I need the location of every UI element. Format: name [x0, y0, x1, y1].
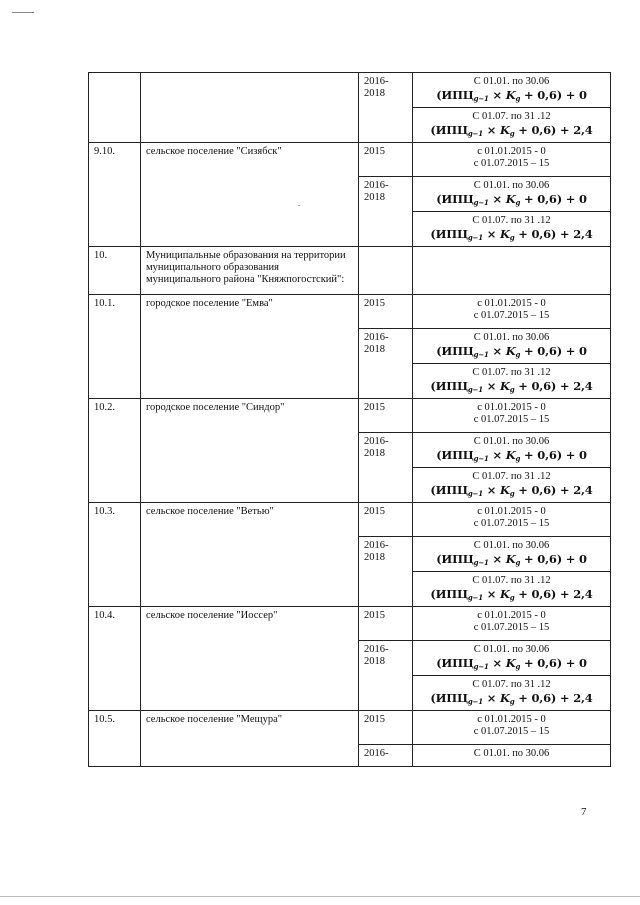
- formula-k: K: [505, 448, 516, 462]
- rate-cell: [413, 676, 611, 711]
- formula-k: K: [505, 552, 516, 566]
- formula-prefix: (ИПЦ: [436, 656, 474, 670]
- formula-plus: + 0,6) +: [514, 691, 574, 705]
- page-number: 7: [581, 806, 587, 818]
- rate-line: С 01.07. по 31 .12: [472, 471, 551, 482]
- row-number-cell: [89, 73, 141, 143]
- row-number-cell: 9.10.: [89, 143, 141, 247]
- rate-cell: [413, 108, 611, 143]
- rate-cell: [413, 503, 611, 537]
- formula-addend: 0: [579, 552, 587, 566]
- formula-k-subscript: g: [509, 697, 515, 706]
- rate-line: с 01.01.2015 - 0: [477, 402, 546, 413]
- indexation-formula: [418, 379, 605, 394]
- formula-addend: 2,4: [573, 123, 593, 137]
- period-cell: 2015: [359, 503, 413, 537]
- table-row: [89, 503, 611, 537]
- rate-cell: [413, 537, 611, 572]
- rate-cell: [413, 329, 611, 364]
- period-cell: 2015: [359, 295, 413, 329]
- formula-times: ×: [482, 227, 500, 241]
- indexation-formula: [418, 656, 605, 671]
- formula-prefix: (ИПЦ: [436, 344, 474, 358]
- formula-subscript: g−1: [473, 94, 489, 103]
- formula-prefix: (ИПЦ: [436, 552, 474, 566]
- formula-times: ×: [488, 552, 506, 566]
- formula-times: ×: [488, 192, 506, 206]
- rate-line: с 01.01.2015 - 0: [477, 610, 546, 621]
- formula-prefix: (ИПЦ: [430, 227, 468, 241]
- formula-k: K: [505, 656, 516, 670]
- row-number-cell: 10.5.: [89, 711, 141, 767]
- rate-cell: [413, 607, 611, 641]
- formula-k: K: [505, 192, 516, 206]
- formula-k-subscript: g: [515, 198, 521, 207]
- formula-subscript: g−1: [473, 198, 489, 207]
- formula-k-subscript: g: [515, 558, 521, 567]
- formula-k-subscript: g: [515, 662, 521, 671]
- formula-plus: + 0,6) +: [520, 344, 579, 358]
- formula-addend: 0: [579, 192, 587, 206]
- municipality-name-cell: городское поселение "Емва": [141, 295, 359, 399]
- formula-k: K: [499, 483, 510, 497]
- rate-cell: [413, 143, 611, 177]
- rate-line-2: с 01.07.2015 – 15: [473, 622, 550, 633]
- municipality-name-cell: [141, 73, 359, 143]
- formula-addend: 0: [579, 656, 587, 670]
- period-cell: 2015: [359, 711, 413, 745]
- municipality-name-cell: сельское поселение "Мещура": [141, 711, 359, 767]
- period-cell: 2016- 2018: [359, 329, 413, 399]
- rate-cell: [413, 468, 611, 503]
- formula-k-subscript: g: [509, 489, 515, 498]
- formula-k-subscript: g: [509, 129, 515, 138]
- period-cell: 2016-: [359, 745, 413, 767]
- rate-line: с 01.01.2015 - 0: [477, 298, 546, 309]
- rate-line-2: с 01.07.2015 – 15: [473, 518, 550, 529]
- formula-subscript: g−1: [467, 385, 483, 394]
- rate-cell: [413, 212, 611, 247]
- formula-subscript: g−1: [467, 129, 483, 138]
- period-cell: 2016- 2018: [359, 641, 413, 711]
- formula-times: ×: [488, 656, 506, 670]
- rate-line-2: с 01.07.2015 – 15: [473, 158, 550, 169]
- rate-cell: [413, 399, 611, 433]
- formula-plus: + 0,6) +: [520, 448, 579, 462]
- indexation-formula: [418, 587, 605, 602]
- formula-plus: + 0,6) +: [520, 656, 579, 670]
- formula-plus: + 0,6) +: [520, 552, 579, 566]
- rate-cell: [413, 247, 611, 295]
- formula-addend: 2,4: [573, 483, 593, 497]
- indexation-formula: [418, 123, 605, 138]
- municipality-name-cell: Муниципальные образования на территории муниципального образования муниципального района "Княжпогостский":: [141, 247, 359, 295]
- period-cell: 2016- 2018: [359, 177, 413, 247]
- municipality-name-cell: сельское поселение "Иоссер": [141, 607, 359, 711]
- formula-subscript: g−1: [467, 697, 483, 706]
- formula-addend: 2,4: [573, 587, 593, 601]
- formula-prefix: (ИПЦ: [436, 192, 474, 206]
- period-cell: 2015: [359, 143, 413, 177]
- rate-line: с 01.01.2015 - 0: [477, 506, 546, 517]
- formula-prefix: (ИПЦ: [430, 483, 468, 497]
- municipality-name-cell: городское поселение "Синдор": [141, 399, 359, 503]
- rate-line: С 01.01. по 30.06: [473, 180, 550, 191]
- rate-line: С 01.07. по 31 .12: [472, 111, 551, 122]
- rate-line: с 01.01.2015 - 0: [477, 146, 546, 157]
- formula-plus: + 0,6) +: [520, 88, 579, 102]
- rate-cell: [413, 711, 611, 745]
- formula-times: ×: [488, 88, 506, 102]
- table-row: [89, 607, 611, 641]
- formula-plus: + 0,6) +: [514, 123, 574, 137]
- municipality-name-cell: сельское поселение "Ветью": [141, 503, 359, 607]
- formula-k: K: [499, 587, 510, 601]
- formula-addend: 0: [579, 448, 587, 462]
- period-cell: 2016- 2018: [359, 73, 413, 143]
- table-row: [89, 73, 611, 108]
- rate-cell: [413, 73, 611, 108]
- formula-plus: + 0,6) +: [514, 483, 574, 497]
- formula-addend: 2,4: [573, 691, 593, 705]
- formula-k: K: [499, 227, 510, 241]
- row-number-cell: 10.3.: [89, 503, 141, 607]
- table-row: [89, 247, 611, 295]
- rate-cell: [413, 572, 611, 607]
- formula-subscript: g−1: [467, 489, 483, 498]
- formula-subscript: g−1: [473, 350, 489, 359]
- rate-cell: [413, 364, 611, 399]
- rate-line: С 01.07. по 31 .12: [472, 679, 551, 690]
- rate-cell: [413, 745, 611, 767]
- formula-plus: + 0,6) +: [520, 192, 579, 206]
- rate-line: С 01.01. по 30.06: [473, 644, 550, 655]
- formula-k-subscript: g: [515, 350, 521, 359]
- formula-prefix: (ИПЦ: [430, 379, 468, 393]
- formula-k-subscript: g: [515, 94, 521, 103]
- formula-addend: 2,4: [573, 227, 593, 241]
- rate-line-2: с 01.07.2015 – 15: [473, 414, 550, 425]
- formula-k-subscript: g: [509, 233, 515, 242]
- formula-k: K: [505, 88, 516, 102]
- tariff-table: [88, 72, 611, 767]
- indexation-formula: [418, 192, 605, 207]
- municipality-name-cell: сельское поселение "Сизябск": [141, 143, 359, 247]
- formula-times: ×: [482, 691, 500, 705]
- formula-k: K: [499, 379, 510, 393]
- formula-times: ×: [482, 587, 500, 601]
- formula-plus: + 0,6) +: [514, 227, 574, 241]
- rate-line-2: с 01.07.2015 – 15: [473, 310, 550, 321]
- period-cell: 2016- 2018: [359, 537, 413, 607]
- formula-k-subscript: g: [515, 454, 521, 463]
- indexation-formula: [418, 88, 605, 103]
- formula-prefix: (ИПЦ: [436, 448, 474, 462]
- corner-mark: [12, 12, 34, 13]
- period-cell: [359, 247, 413, 295]
- formula-k: K: [499, 691, 510, 705]
- indexation-formula: [418, 344, 605, 359]
- row-number-cell: 10.: [89, 247, 141, 295]
- row-number-cell: 10.2.: [89, 399, 141, 503]
- rate-line: С 01.07. по 31 .12: [472, 367, 551, 378]
- indexation-formula: [418, 448, 605, 463]
- rate-line: С 01.07. по 31 .12: [472, 215, 551, 226]
- formula-subscript: g−1: [467, 593, 483, 602]
- indexation-formula: [418, 227, 605, 242]
- indexation-formula: [418, 483, 605, 498]
- period-cell: 2015: [359, 607, 413, 641]
- formula-k-subscript: g: [509, 385, 515, 394]
- table-row: [89, 711, 611, 745]
- formula-addend: 2,4: [573, 379, 593, 393]
- rate-cell: [413, 295, 611, 329]
- formula-k-subscript: g: [509, 593, 515, 602]
- indexation-formula: [418, 691, 605, 706]
- bottom-rule: [0, 896, 640, 897]
- table-row: [89, 295, 611, 329]
- formula-prefix: (ИПЦ: [430, 587, 468, 601]
- rate-line: С 01.01. по 30.06: [473, 436, 550, 447]
- rate-line: С 01.07. по 31 .12: [472, 575, 551, 586]
- formula-times: ×: [482, 123, 500, 137]
- rate-line-2: с 01.07.2015 – 15: [473, 726, 550, 737]
- formula-subscript: g−1: [473, 558, 489, 567]
- formula-times: ×: [482, 379, 500, 393]
- formula-plus: + 0,6) +: [514, 379, 574, 393]
- rate-cell: [413, 641, 611, 676]
- period-cell: 2016- 2018: [359, 433, 413, 503]
- formula-prefix: (ИПЦ: [430, 123, 468, 137]
- formula-prefix: (ИПЦ: [436, 88, 474, 102]
- formula-subscript: g−1: [473, 454, 489, 463]
- formula-addend: 0: [579, 344, 587, 358]
- formula-addend: 0: [579, 88, 587, 102]
- rate-line: С 01.01. по 30.06: [473, 332, 550, 343]
- rate-cell: [413, 177, 611, 212]
- row-number-cell: 10.1.: [89, 295, 141, 399]
- formula-times: ×: [482, 483, 500, 497]
- formula-plus: + 0,6) +: [514, 587, 574, 601]
- rate-line: С 01.01. по 30.06: [473, 748, 550, 759]
- formula-prefix: (ИПЦ: [430, 691, 468, 705]
- formula-times: ×: [488, 344, 506, 358]
- formula-times: ×: [488, 448, 506, 462]
- indexation-formula: [418, 552, 605, 567]
- formula-subscript: g−1: [473, 662, 489, 671]
- rate-line: С 01.01. по 30.06: [473, 76, 550, 87]
- rate-line: С 01.01. по 30.06: [473, 540, 550, 551]
- row-number-cell: 10.4.: [89, 607, 141, 711]
- rate-line: с 01.01.2015 - 0: [477, 714, 546, 725]
- table-row: [89, 143, 611, 177]
- formula-subscript: g−1: [467, 233, 483, 242]
- table-row: [89, 399, 611, 433]
- formula-k: K: [499, 123, 510, 137]
- period-cell: 2015: [359, 399, 413, 433]
- rate-cell: [413, 433, 611, 468]
- formula-k: K: [505, 344, 516, 358]
